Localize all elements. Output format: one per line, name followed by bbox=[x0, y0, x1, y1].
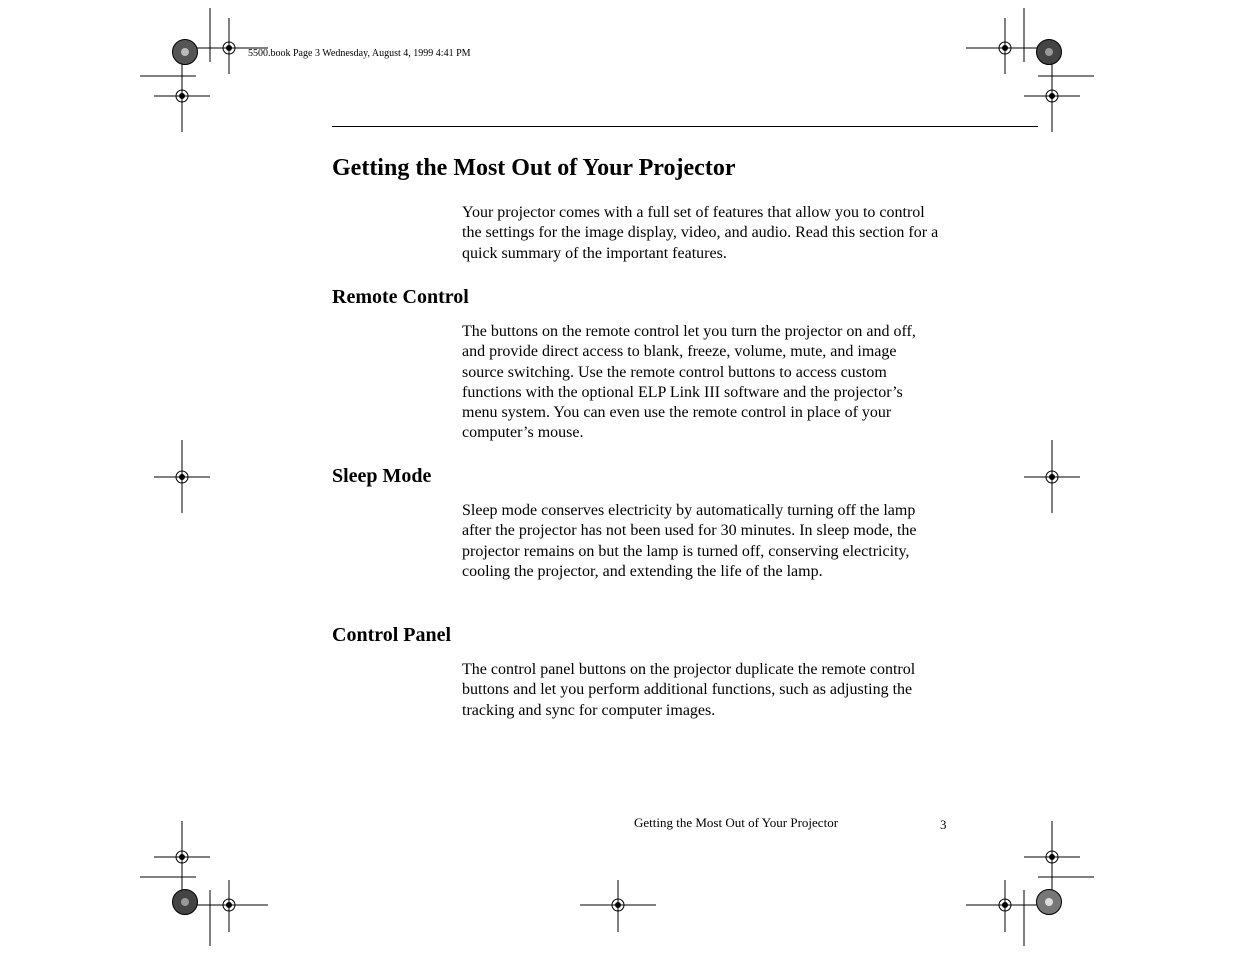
page-number: 3 bbox=[940, 817, 947, 832]
header-rule bbox=[332, 126, 1038, 127]
section-body-control-panel: The control panel buttons on the projector duplicate the remote control buttons and let you perform additional functions, such as adjusting the tracking and sync for computer images. bbox=[462, 661, 916, 719]
section-body-sleep-mode: Sleep mode conserves electricity by automatically turning off the lamp after the projector has not been used for 30 minutes. In sleep mode, the projector remains on but the lamp is turned off, conserving electricity, cooling the projector, and extending the life of the lamp. bbox=[462, 502, 917, 580]
section-heading-sleep-mode: Sleep Mode bbox=[332, 465, 432, 487]
section-heading-control-panel: Control Panel bbox=[332, 624, 452, 646]
section-heading-remote-control: Remote Control bbox=[332, 286, 469, 308]
intro-paragraph: Your projector comes with a full set of features that allow you to control the settings for the image display, video, and audio. Read this section for a quick summary of the important features. bbox=[462, 204, 939, 262]
running-footer-title: Getting the Most Out of Your Projector bbox=[634, 815, 839, 830]
print-slug: 5500.book Page 3 Wednesday, August 4, 1999 4:41 PM bbox=[248, 48, 471, 59]
section-body-remote-control: The buttons on the remote control let you turn the projector on and off, and provide direct access to blank, freeze, volume, mute, and image source switching. Use the remote control buttons to access custom functions with the optional ELP Link III software and the projector’s menu system. You can even use the remote control in place of your computer’s mouse. bbox=[462, 323, 916, 442]
page-title: Getting the Most Out of Your Projector bbox=[332, 155, 736, 181]
